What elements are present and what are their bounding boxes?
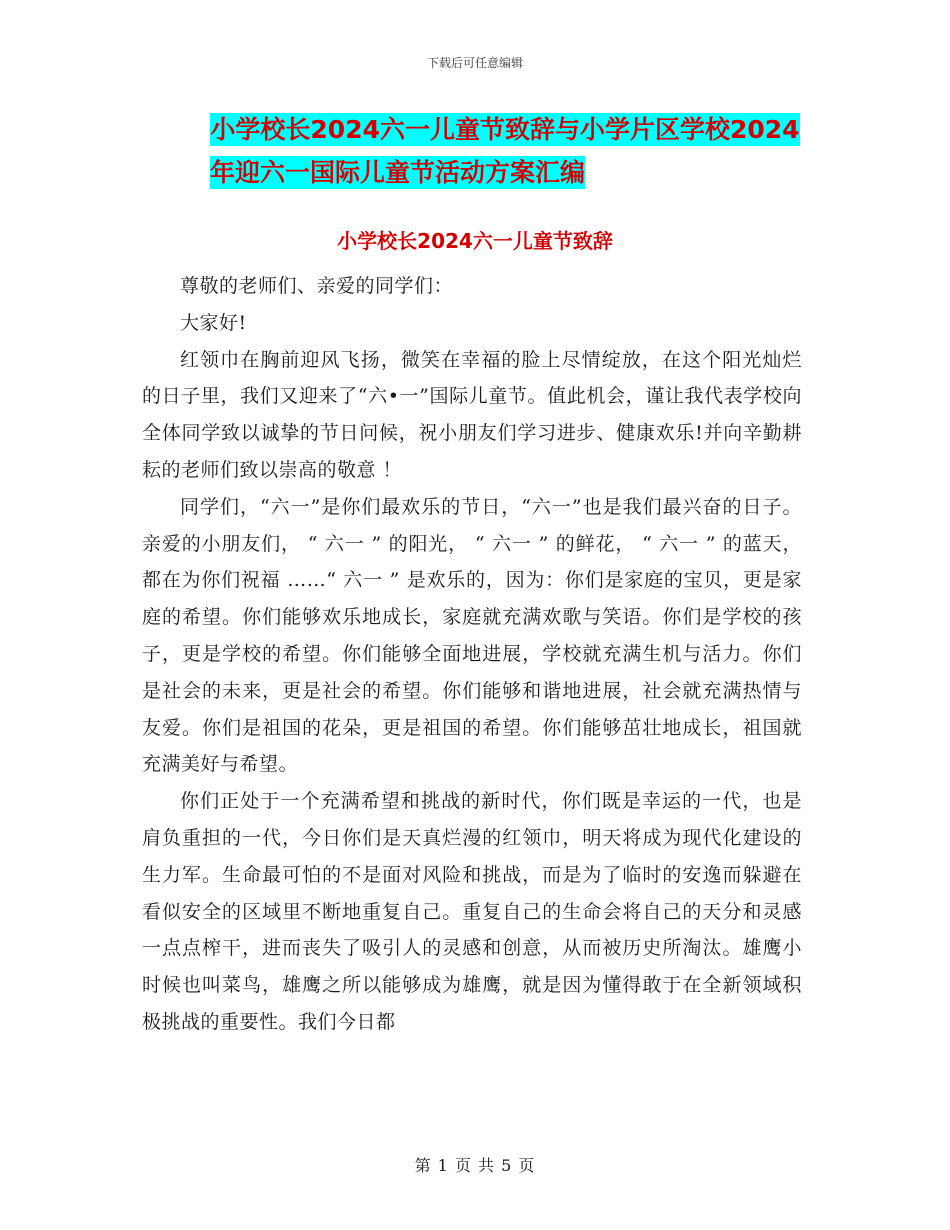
salutation: 尊敬的老师们、亲爱的同学们： (180, 275, 454, 297)
title-highlight-1: 小学校长2024六一儿童节致辞与小学片区学校2024 (210, 115, 800, 144)
document-body (142, 268, 802, 1041)
section-title: 小学校长2024六一儿童节致辞 (337, 229, 613, 253)
document-title-line-1 (140, 115, 810, 145)
title-highlight-2: 年迎六一国际儿童节活动方案汇编 (210, 158, 586, 187)
document-title-line-2 (210, 158, 880, 188)
paragraph: 红领巾在胸前迎风飞扬，微笑在幸福的脸上尽情绽放，在这个阳光灿烂的日子里，我们又迎来了“六•一”国际儿童节。值此机会，谨让我代表学校向全体同学致以诚挚的节日问候，祝小朋友们学习进步、健康欢乐!并向辛勤耕耘的老师们致以崇高的敬意 ！ (142, 348, 802, 481)
page-footer: 第 1 页 共 5 页 (414, 1156, 536, 1175)
greeting: 大家好! (180, 311, 247, 334)
paragraph: 同学们，“六一”是你们最欢乐的节日，“六一”也是我们最兴奋的日子。亲爱的小朋友们， “ 六一 ” 的阳光， “ 六一 ” 的鲜花， “ 六一 ” 的蓝天，都在为你们祝福 ……“ 六一 ” 是欢乐的，因为：你们是家庭的宝贝，更是家庭的希望。你们能够欢乐地成长，家庭就充满欢歌与笑语。你们是学校的孩子，更是学校的希望。你们能够全面地进展，学校就充满生机与活力。你们是社会的未来，更是社会的希望。你们能够和谐地进展，社会就充满热情与友爱。你们是祖国的花朵，更是祖国的希望。你们能够茁壮地成长，祖国就充满美好与希望。 (142, 495, 802, 776)
header-note: 下载后可任意编辑 (426, 56, 523, 70)
paragraph: 你们正处于一个充满希望和挑战的新时代，你们既是幸运的一代，也是肩负重担的一代，今日你们是天真烂漫的红领巾，明天将成为现代化建设的生力军。生命最可怕的不是面对风险和挑战，而是为了临时的安逸而躲避在看似安全的区域里不断地重复自己。重复自己的生命会将自己的天分和灵感一点点榨干，进而丧失了吸引人的灵感和创意，从而被历史所淘汰。雄鹰小时候也叫菜鸟，雄鹰之所以能够成为雄鹰，就是因为懂得敢于在全新领域积极挑战的重要性。我们今日都 (142, 790, 802, 1033)
